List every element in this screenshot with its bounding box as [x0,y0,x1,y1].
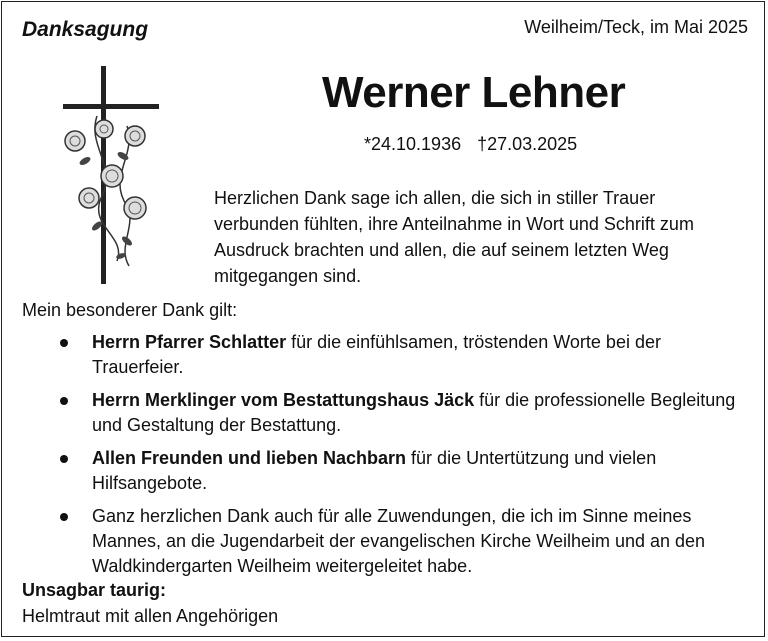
list-item-text: für die professionelle Begleitung und Gestaltung der Bestattung. [92,390,736,435]
list-item-bold: Herrn Merklinger vom Bestattungshaus Jäck [92,390,475,410]
closing-title: Unsagbar taurig: [22,580,167,600]
bullet-dot-icon [60,513,68,521]
list-item-bold: Allen Freunden und lieben Nachbarn [92,448,407,468]
intro-text: Mein besonderer Dank gilt: [22,300,238,320]
list-item [58,504,748,579]
list-item-text: für die Untertützung und vielen Hilfsangebote. [92,448,657,493]
list-item [58,388,748,438]
thanks-paragraph: Herzlichen Dank sage ich allen, die sich in stiller Trauer verbunden fühlten, ihre Anteilnahme in Wort und Schrift zum Ausdruck brachten und allen, die auf seinem letzten Weg mitgegangen sind. [214,188,694,286]
place-date: Weilheim/Teck, im Mai 2025 [524,17,748,37]
cross-with-roses-icon [57,66,167,288]
bullet-dot-icon [60,339,68,347]
heading: Danksagung [22,18,149,41]
thanks-list [58,330,748,587]
list-item-bold: Herrn Pfarrer Schlatter [92,332,287,352]
deceased-name: Werner Lehner [322,68,626,117]
birth-date: *24.10.1936 [364,134,462,154]
death-date: †27.03.2025 [477,134,578,154]
obituary-card [1,1,765,637]
bullet-dot-icon [60,455,68,463]
list-item-text: für die einfühlsamen, tröstenden Worte bei der Trauerfeier. [92,332,661,377]
list-item-text: Ganz herzlichen Dank auch für alle Zuwendungen, die ich im Sinne meines Mannes, an die Jugendarbeit der evangelischen Kirche Weilheim und an den Waldkindergarten Weilheim weitergeleitet habe. [92,506,706,576]
closing-signature: Helmtraut mit allen Angehörigen [22,606,279,626]
bullet-dot-icon [60,397,68,405]
life-dates [364,134,577,155]
list-item [58,446,748,496]
list-item [58,330,748,380]
